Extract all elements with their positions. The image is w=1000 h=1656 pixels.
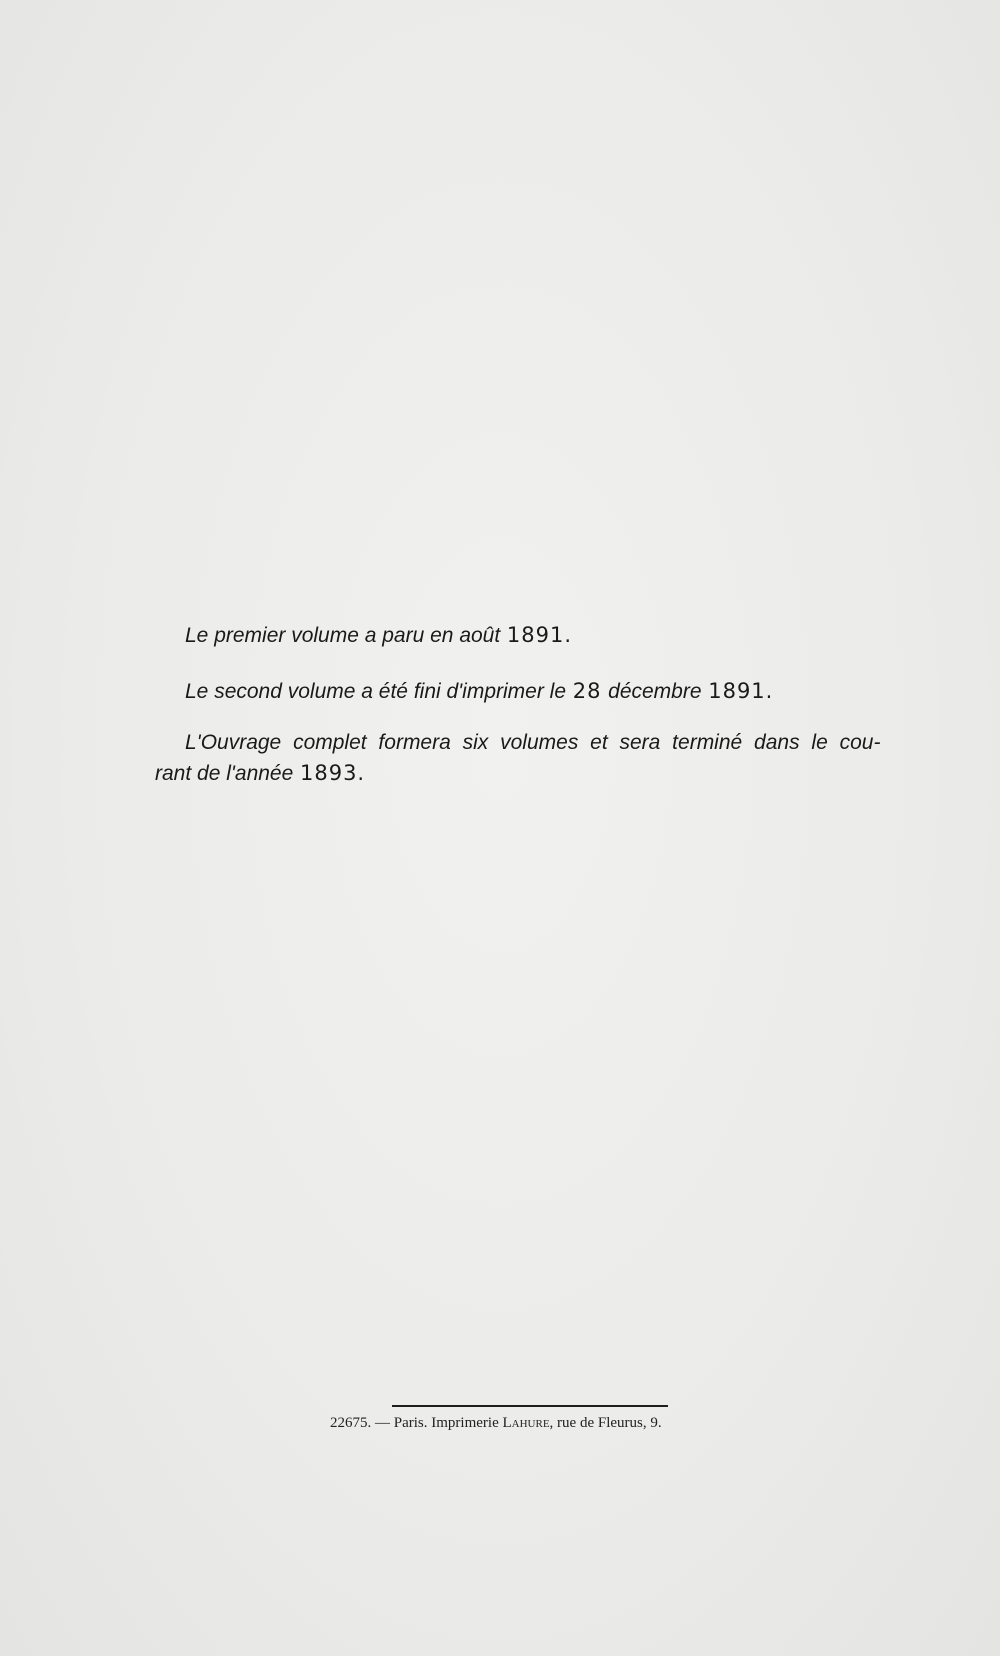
second-volume-text: Le second volume a été fini d'imprimer le <box>185 680 567 703</box>
notice-line-complete-work <box>185 728 885 758</box>
complete-work-text: L'Ouvrage complet formera six volumes et sera terminé dans le cou- <box>185 731 881 754</box>
notice-line-second-volume <box>185 676 773 707</box>
second-volume-day: 28 <box>572 679 602 703</box>
first-volume-text: Le premier volume a paru en août <box>185 624 501 647</box>
first-volume-year: 1891. <box>506 623 572 647</box>
second-volume-month: décembre <box>608 680 702 703</box>
notice-line-first-volume <box>185 620 572 651</box>
imprint-number: 22675. <box>330 1415 372 1431</box>
imprint-printer-name: Lahure <box>502 1415 550 1431</box>
imprint-dash: — <box>375 1415 390 1431</box>
imprint-city: Paris. <box>393 1415 428 1431</box>
notice-line-completion-year <box>155 758 365 789</box>
imprint-rule <box>392 1405 668 1407</box>
second-volume-year: 1891. <box>708 679 774 703</box>
printer-imprint <box>330 1415 662 1432</box>
completion-year-text: rant de l'année <box>155 762 294 785</box>
completion-year: 1893. <box>299 761 366 785</box>
imprint-address: , rue de Fleurus, 9. <box>549 1415 662 1431</box>
imprint-printer-prefix: Imprimerie <box>431 1415 499 1431</box>
